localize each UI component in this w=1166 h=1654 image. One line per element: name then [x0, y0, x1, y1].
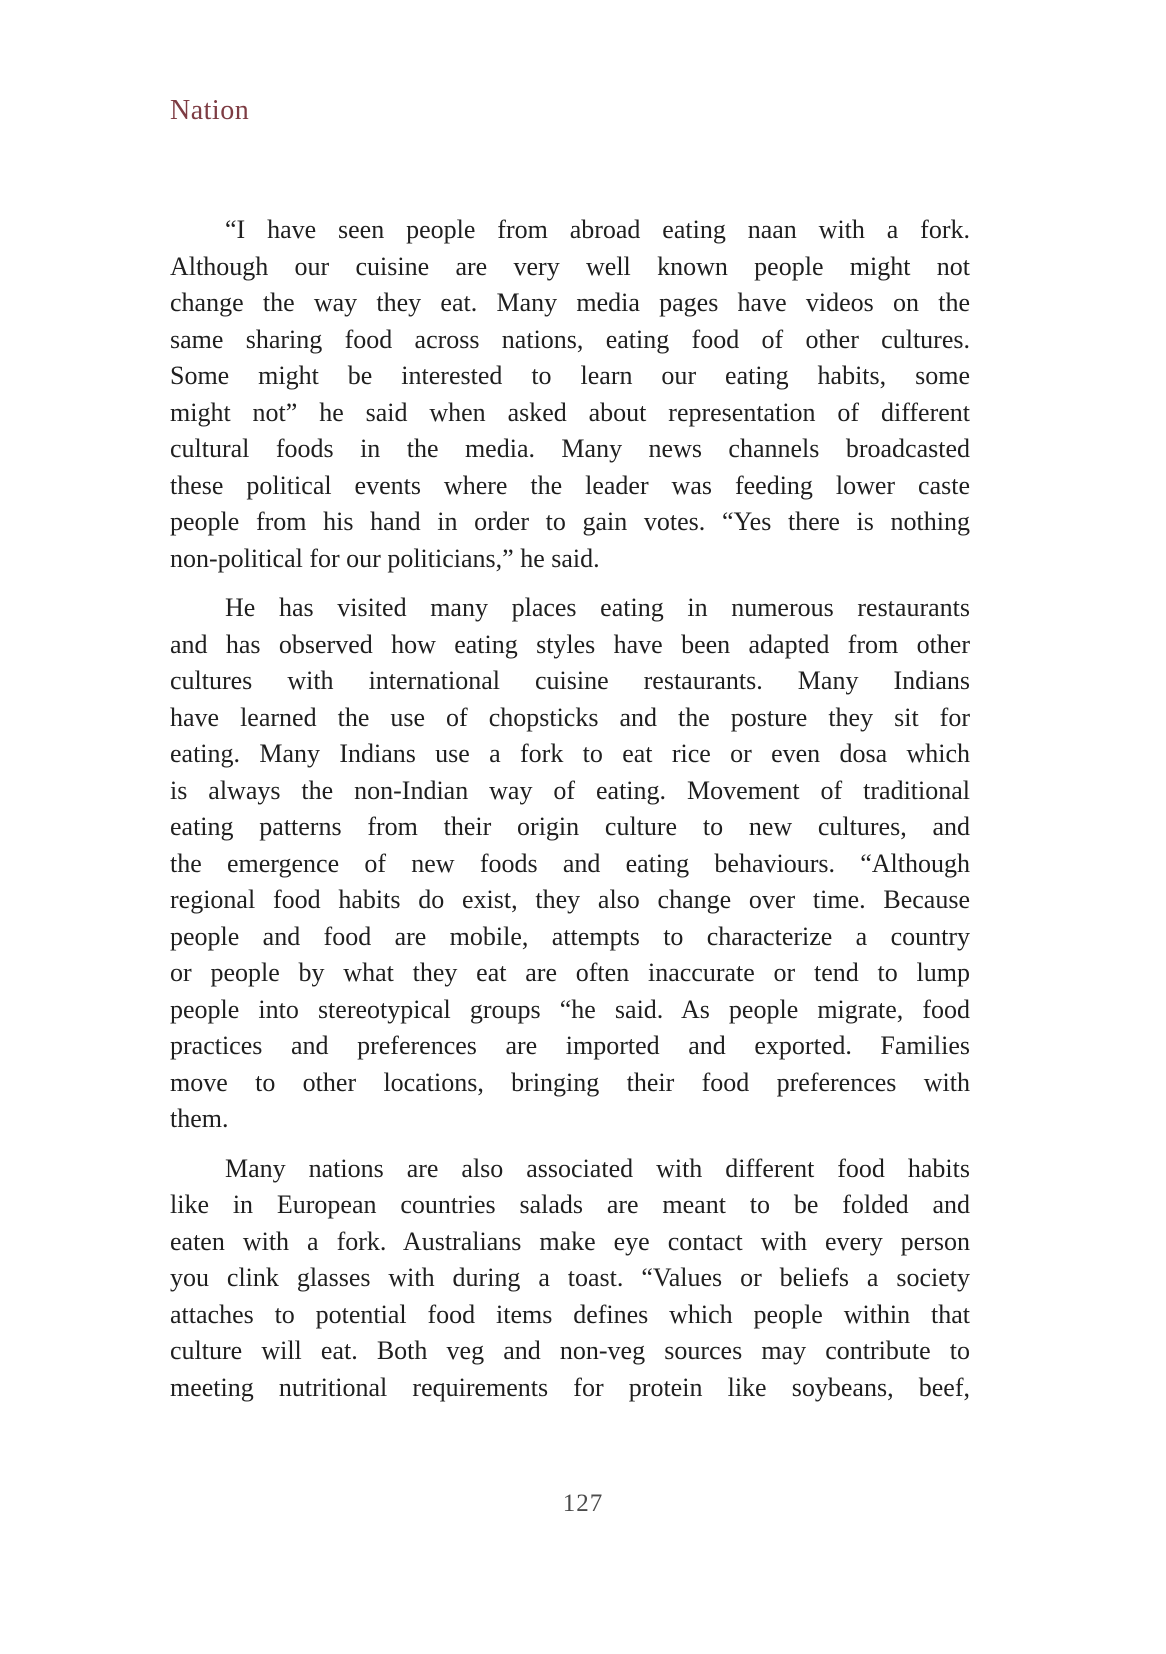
text-line: them.: [170, 1104, 229, 1133]
text-line: non-political for our politicians,” he said.: [170, 543, 600, 573]
text-line: and has observed how eating styles have been adapted from other: [170, 629, 970, 659]
text-line: or people by what they eat are often inaccurate or tend to lump: [170, 958, 970, 987]
text-line: eating patterns from their origin culture to new cultures, and: [170, 812, 970, 841]
text-line: eaten with a fork. Australians make eye contact with every person: [170, 1226, 970, 1256]
text-line: Some might be interested to learn our eating habits, some: [170, 361, 970, 390]
text-line: cultural foods in the media. Many news channels broadcasted: [170, 434, 970, 463]
text-line: meeting nutritional requirements for protein like soybeans, beef,: [170, 1372, 970, 1402]
paragraph: [170, 212, 970, 577]
text-line: the emergence of new foods and eating behaviours. “Although: [170, 848, 970, 878]
text-line: practices and preferences are imported and exported. Families: [170, 1031, 970, 1060]
text-line: cultures with international cuisine restaurants. Many Indians: [170, 666, 970, 695]
text-line: Many nations are also associated with different food habits: [225, 1153, 970, 1183]
text-line: “I have seen people from abroad eating naan with a fork.: [225, 215, 970, 244]
text-line: people from his hand in order to gain votes. “Yes there is nothing: [170, 507, 970, 536]
text-line: same sharing food across nations, eating food of other cultures.: [170, 324, 970, 354]
text-line: have learned the use of chopsticks and the posture they sit for: [170, 702, 970, 732]
text-line: you clink glasses with during a toast. “Values or beliefs a society: [170, 1263, 970, 1292]
page-number: 127: [562, 1490, 604, 1517]
text-line: like in European countries salads are meant to be folded and: [170, 1190, 970, 1219]
text-line: He has visited many places eating in numerous restaurants: [225, 593, 970, 622]
text-line: change the way they eat. Many media pages have videos on the: [170, 288, 970, 317]
text-line: might not” he said when asked about representation of different: [170, 397, 970, 427]
text-line: these political events where the leader was feeding lower caste: [170, 470, 970, 500]
paragraph: [170, 1151, 970, 1407]
text-line: attaches to potential food items defines which people within that: [170, 1299, 970, 1329]
text-line: eating. Many Indians use a fork to eat rice or even dosa which: [170, 739, 970, 768]
text-block: [170, 212, 970, 1406]
text-line: people and food are mobile, attempts to characterize a country: [170, 921, 970, 951]
text-line: regional food habits do exist, they also change over time. Because: [170, 885, 970, 914]
paragraph: [170, 590, 970, 1138]
text-line: people into stereotypical groups “he said. As people migrate, food: [170, 994, 970, 1024]
running-header: Nation: [170, 95, 250, 126]
text-line: Although our cuisine are very well known people might not: [170, 251, 970, 281]
text-line: is always the non-Indian way of eating. Movement of traditional: [170, 775, 970, 805]
text-line: move to other locations, bringing their food preferences with: [170, 1067, 970, 1097]
text-line: culture will eat. Both veg and non-veg sources may contribute to: [170, 1336, 970, 1365]
